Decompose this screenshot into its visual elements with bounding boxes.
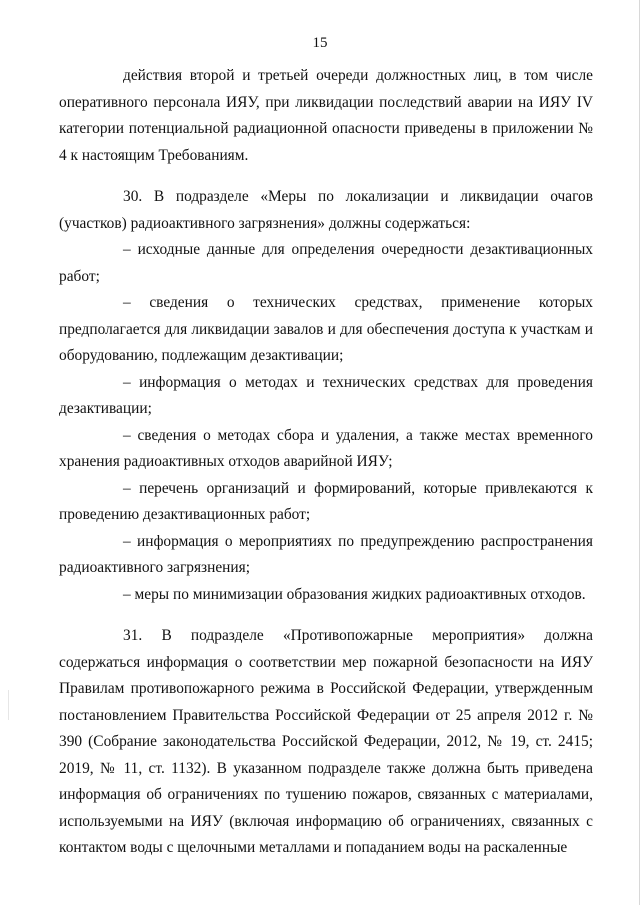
list-item: – сведения о технических средствах, применение которых предполагается для ликвидации завалов и для обеспечения доступа к участкам и оборудованию, подлежащим дезактивации; (59, 294, 593, 364)
page-number: 15 (312, 35, 328, 51)
paragraph-item-30: 30. В подразделе «Меры по локализации и ликвидации очагов (участков) радиоактивного загрязнения» должны содержаться: (59, 188, 593, 232)
list-item: – перечень организаций и формирований, которые привлекаются к проведению дезактивационных работ; (59, 479, 593, 523)
list-item: – меры по минимизации образования жидких радиоактивных отходов. (123, 585, 586, 603)
paragraph-item-31: 31. В подразделе «Противопожарные мероприятия» должна содержаться информация о соответствии мер пожарной безопасности на ИЯУ Правилам противопожарного режима в Российской Федерации, утвержденным постановлением Правительства Российской Федерации от 25 апреля 2012 г. № 390 (Собрание законодательства Российской Федерации, 2012, № 19, ст. 2415; 2019, № 11, ст. 1132). В указанном подразделе также должна быть приведена информация об ограничениях по тушению пожаров, связанных с материалами, используемыми на ИЯУ (включая информацию об ограничениях, связанных с контактом воды с щелочными металлами и попаданием воды на раскаленные (59, 627, 593, 856)
list-item: – информация о мероприятиях по предупреждению распространения радиоактивного загрязнения; (59, 532, 593, 576)
document-body (59, 63, 593, 862)
list-item: – информация о методах и технических средствах для проведения дезактивации; (59, 373, 593, 417)
paragraph-continuation: действия второй и третьей очереди должностных лиц, в том числе оперативного персонала ИЯУ, при ликвидации последствий аварии на ИЯУ IV категории потенциальной радиационной опасности приведены в приложении № 4 к настоящим Требованиям. (59, 67, 593, 164)
list-item: – сведения о методах сбора и удаления, а также местах временного хранения радиоактивных отходов аварийной ИЯУ; (59, 426, 593, 470)
scan-mark (8, 690, 9, 720)
list-item: – исходные данные для определения очередности дезактивационных работ; (59, 241, 593, 285)
